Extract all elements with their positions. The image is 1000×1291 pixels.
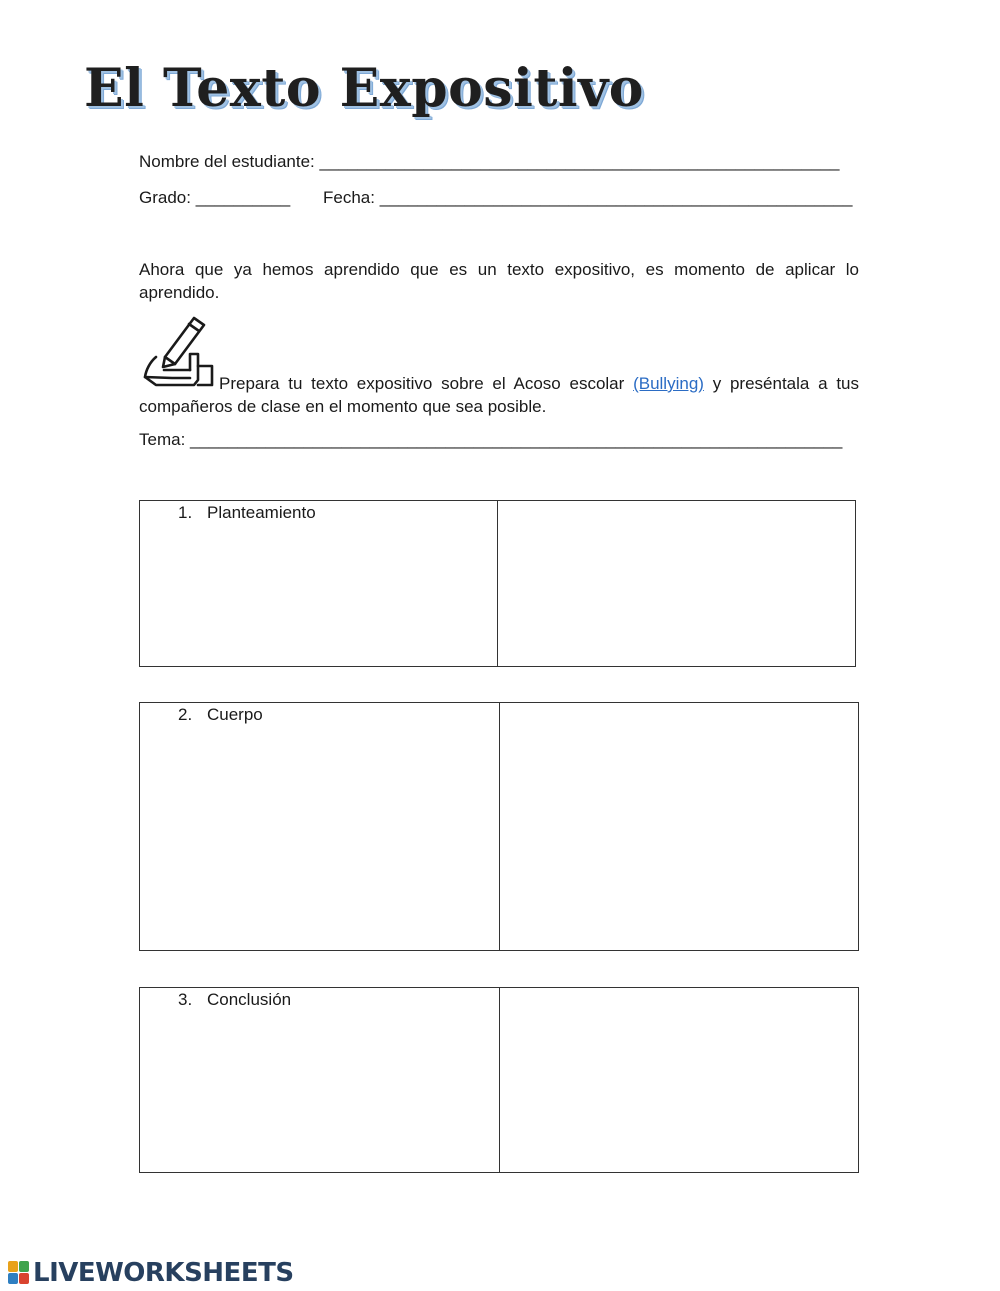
liveworksheets-logo-icon bbox=[8, 1261, 30, 1285]
footer-brand bbox=[8, 1257, 294, 1289]
page-title: El Texto Expositivo bbox=[84, 58, 644, 119]
footer-brand-text: LIVEWORKSHEETS bbox=[33, 1258, 294, 1288]
student-name-field[interactable]: Nombre del estudiante: _______________________________________________________ bbox=[139, 152, 840, 171]
answer-cell-cuerpo[interactable] bbox=[499, 703, 859, 950]
section-title: Conclusión bbox=[207, 990, 292, 1009]
section-label bbox=[178, 705, 263, 725]
section-number: 3. bbox=[178, 990, 193, 1009]
section-label-cell bbox=[140, 703, 499, 950]
answer-cell-planteamiento[interactable] bbox=[497, 501, 855, 666]
bullying-link[interactable]: (Bullying) bbox=[633, 374, 704, 393]
section-box-cuerpo bbox=[139, 702, 859, 951]
section-title: Planteamiento bbox=[207, 503, 316, 522]
instruction-paragraph bbox=[139, 372, 859, 418]
instruction-text-end: y preséntala a tus compañeros de clase en el momento que sea posible. bbox=[139, 374, 860, 416]
section-label-cell bbox=[140, 988, 499, 1172]
section-label bbox=[178, 503, 316, 523]
answer-cell-conclusion[interactable] bbox=[499, 988, 859, 1172]
topic-field[interactable]: Tema: _____________________________________________________________________ bbox=[139, 430, 843, 449]
date-field[interactable]: Fecha: __________________________________________________ bbox=[323, 188, 853, 207]
section-number: 2. bbox=[178, 705, 193, 724]
section-title: Cuerpo bbox=[207, 705, 263, 724]
intro-paragraph: Ahora que ya hemos aprendido que es un texto expositivo, es momento de aplicar lo aprendido. bbox=[139, 260, 859, 302]
section-label-cell bbox=[140, 501, 497, 666]
instruction-text: Prepara tu texto expositivo sobre el Acoso escolar bbox=[219, 374, 634, 393]
section-number: 1. bbox=[178, 503, 193, 522]
section-box-planteamiento bbox=[139, 500, 856, 667]
section-box-conclusion bbox=[139, 987, 859, 1173]
section-label bbox=[178, 990, 291, 1010]
grade-field[interactable]: Grado: __________ bbox=[139, 188, 291, 207]
